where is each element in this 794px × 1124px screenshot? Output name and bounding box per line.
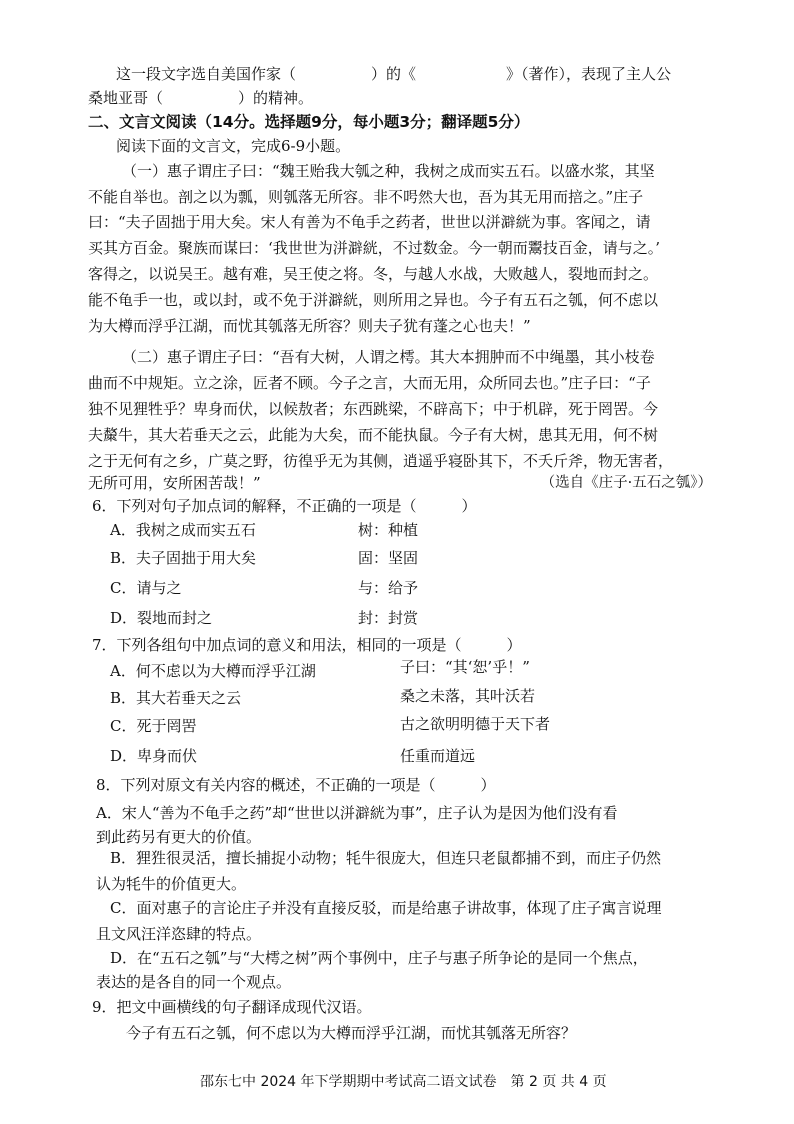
passage2-line: 独不见狸牲乎？卑身而伏，以候敖者；东西跳梁，不辟高下；中于机辟，死于罔罟。今 [88, 400, 659, 418]
section-heading: 二、文言文阅读（14分。选择题9分，每小题3分；翻译题5分） [88, 113, 530, 131]
intro-line-1: 这一段文字选自美国作家（ ）的《 》（著作），表现了主人公 [116, 65, 672, 83]
q8-option-a-cont: 到此药另有更大的价值。 [96, 828, 262, 846]
passage2-line: 夫斄牛，其大若垂天之云，此能为大矣，而不能执鼠。今子有大树，患其无用，何不树 [88, 426, 659, 444]
q6-option-c-gloss: 与：给予 [358, 579, 419, 597]
q6-option-a-gloss: 树：种植 [358, 521, 419, 539]
q7-option-c: C．死于罔罟 [110, 717, 197, 735]
q6-option-a: A．我树之成而实五石 [110, 521, 256, 539]
passage1-line: （一）惠子谓庄子曰：“魏王贻我大瓠之种，我树之成而实五石。以盛水浆，其坚 [122, 162, 655, 180]
passage1-line: 能不龟手一也，或以封，或不免于洴澼絖，则所用之异也。今子有五石之瓠，何不虑以 [88, 291, 659, 309]
passage1-line: 曰：“夫子固拙于用大矣。宋人有善为不龟手之药者，世世以洴澼絖为事。客闻之，请 [88, 213, 651, 231]
section-instruction: 阅读下面的文言文，完成6-9小题。 [116, 137, 351, 155]
q6-option-d-gloss: 封：封赏 [358, 609, 419, 627]
q8-option-b: B．狸狌很灵活，擅长捕捉小动物；牦牛很庞大，但连只老鼠都捕不到，而庄子仍然 [110, 849, 662, 867]
page-footer: 邵东七中 2024 年下学期期中考试高二语文试卷 第 2 页 共 4 页 [200, 1074, 607, 1090]
q8-option-d: D．在“五石之瓠”与“大樗之树”两个事例中，庄子与惠子所争论的是同一个焦点， [110, 949, 648, 967]
q6-option-b: B．夫子固拙于用大矣 [110, 549, 257, 567]
passage2-line: 之于无何有之乡，广莫之野，彷徨乎无为其侧，逍遥乎寝卧其下，不夭斤斧，物无害者， [88, 452, 674, 470]
q6-option-c: C．请与之 [110, 579, 182, 597]
q8-option-d-cont: 表达的是各自的同一个观点。 [96, 973, 292, 991]
q9-stem: 9．把文中画横线的句子翻译成现代汉语。 [92, 998, 372, 1016]
passage2-line: （二）惠子谓庄子曰：“吾有大树，人谓之樗。其大本拥肿而不中绳墨，其小枝卷 [122, 348, 655, 366]
q7-option-a-compare: 子曰：“其‘恕’乎！” [400, 658, 530, 676]
q7-option-d-compare: 任重而道远 [400, 747, 476, 765]
passage2-line: 曲而不中规矩。立之涂，匠者不顾。今子之言，大而无用，众所同去也。”庄子曰：“子 [88, 374, 651, 392]
q7-option-a: A．何不虑以为大樽而浮乎江湖 [110, 662, 316, 680]
q7-option-c-compare: 古之欲明明德于天下者 [400, 715, 551, 733]
q7-stem: 7．下列各组句中加点词的意义和用法，相同的一项是（ ） [92, 636, 522, 654]
q7-option-b-compare: 桑之未落，其叶沃若 [400, 687, 536, 705]
passage1-line: 为大樽而浮乎江湖，而忧其瓠落无所容？则夫子犹有蓬之心也夫！” [88, 317, 531, 335]
q7-option-b: B．其大若垂天之云 [110, 689, 242, 707]
q7-option-d: D．卑身而伏 [110, 747, 198, 765]
q8-option-b-cont: 认为牦牛的价值更大。 [96, 875, 247, 893]
q6-stem: 6．下列对句子加点词的解释，不正确的一项是（ ） [92, 497, 477, 515]
source-citation: （选自《庄子·五石之瓠》） [540, 475, 712, 491]
q8-stem: 8．下列对原文有关内容的概述，不正确的一项是（ ） [96, 776, 496, 794]
intro-line-2: 桑地亚哥（ ）的精神。 [88, 89, 314, 107]
q8-option-c-cont: 且文风汪洋恣肆的特点。 [96, 925, 262, 943]
passage1-line: 客得之，以说吴王。越有难，吴王使之将。冬，与越人水战，大败越人，裂地而封之。 [88, 265, 659, 283]
q6-option-d: D．裂地而封之 [110, 609, 213, 627]
q8-option-c: C．面对惠子的言论庄子并没有直接反驳，而是给惠子讲故事，体现了庄子寓言说理 [110, 899, 662, 917]
q8-option-a: A．宋人“善为不龟手之药”却“世世以洴澼絖为事”，庄子认为是因为他们没有看 [96, 804, 618, 822]
q9-sentence: 今子有五石之瓠，何不虑以为大樽而浮乎江湖，而忧其瓠落无所容？ [126, 1024, 577, 1042]
passage1-line: 不能自举也。剖之以为瓢，则瓠落无所容。非不呺然大也，吾为其无用而掊之。”庄子 [88, 188, 644, 206]
passage2-line: 无所可用，安所困苦哉！” [88, 474, 261, 492]
q6-option-b-gloss: 固：坚固 [358, 549, 419, 567]
passage1-line: 买其方百金。聚族而谋曰：‘我世世为洴澼絖，不过数金。今一朝而鬻技百金，请与之。’ [88, 239, 661, 257]
